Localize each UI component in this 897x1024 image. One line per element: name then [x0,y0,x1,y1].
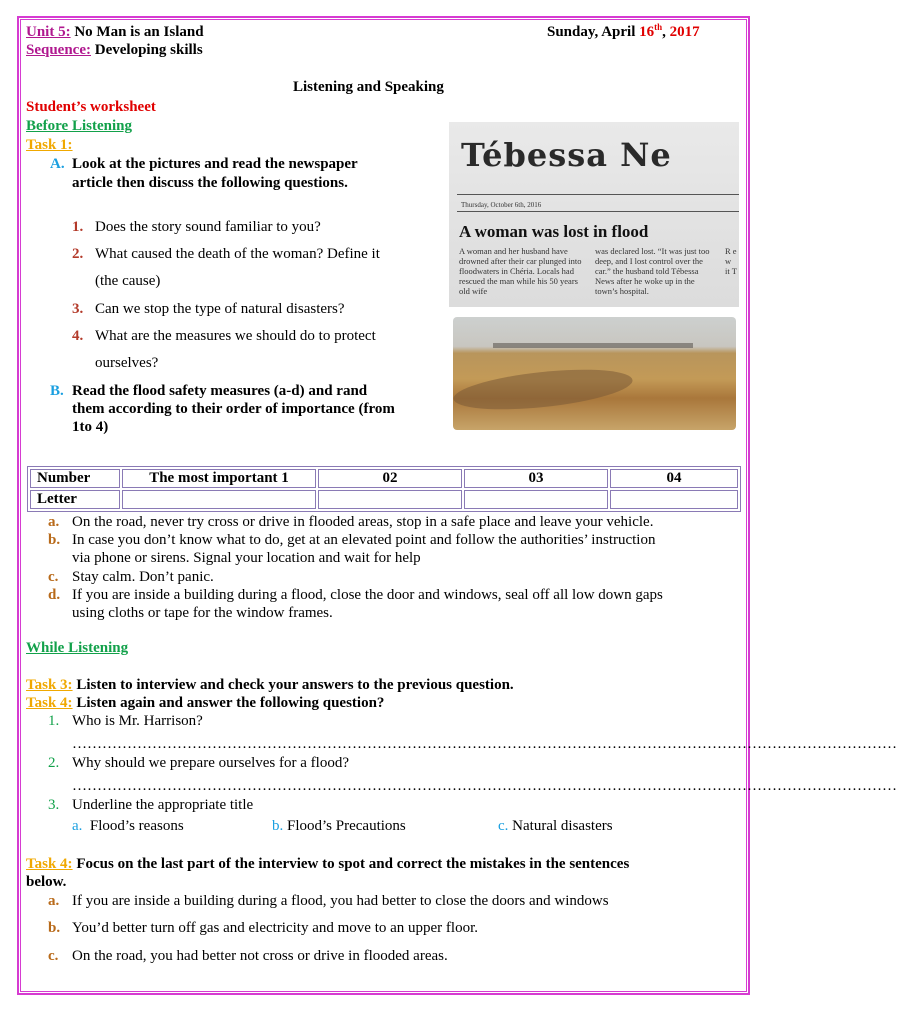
measure-text: via phone or sirens. Signal your location and wait for help [72,550,421,566]
task1-a-line1: Look at the pictures and read the newspaper [72,156,358,172]
task4a-label: Task 4: [26,695,73,711]
task3-text: Listen to interview and check your answers to the previous question. [72,677,514,693]
mistake-sentence: You’d better turn off gas and electricity and move to an upper floor. [72,920,479,936]
newspaper-masthead: Tébessa Ne [461,136,672,174]
task4b-text: Focus on the last part of the interview to spot and correct the mistakes in the sentences [72,856,630,872]
measure-text: In case you don’t know what to do, get at an elevated point and follow the authorities’ instruction [72,532,656,548]
task3-line [26,676,514,694]
measure-text: using cloths or tape for the window frames. [72,605,333,621]
table-cell: Letter [30,490,120,509]
date-separator: , [662,24,670,40]
mistake-marker: c. [48,948,59,964]
task1-a-marker: A. [50,156,65,172]
date-prefix: Sunday, April [547,24,640,40]
answer-cell[interactable] [610,490,738,509]
question-text: What are the measures we should do to protect [95,328,376,344]
title-option-text: Flood’s reasons [89,818,184,834]
newspaper-rule [457,194,739,195]
answer-cell[interactable] [318,490,462,509]
task1-a-line2: article then discuss the following questions. [72,175,348,191]
unit-title: No Man is an Island [74,24,204,40]
measure-marker: d. [48,587,61,603]
newspaper-rule [457,211,739,212]
ranking-table [27,466,741,512]
measure-marker: b. [48,532,61,548]
answer-cell[interactable] [122,490,316,509]
question-number: 2. [72,246,84,262]
date [547,23,700,41]
title-option[interactable] [272,817,406,835]
task1-b-line1: Read the flood safety measures (a-d) and rand [72,383,368,399]
task3-label: Task 3: [26,677,73,693]
photo-road [493,343,693,348]
newspaper-column: R e w it T [725,246,737,276]
mistake-sentence: On the road, you had better not cross or drive in flooded areas. [72,948,448,964]
table-cell: Number [30,469,120,488]
question-text: Can we stop the type of natural disasters? [95,301,345,317]
newspaper-image [449,122,739,307]
table-cell: 03 [464,469,608,488]
task4a-line [26,694,384,712]
measure-text: If you are inside a building during a flood, close the door and windows, seal off all low down gaps [72,587,663,603]
newspaper-column: was declared lost. “It was just too deep, and I lost control over the car.” the husband told Tébessa News after he woke up in the town’s hospital. [595,246,710,296]
title-option-marker: b. [272,818,284,834]
answer-line[interactable]: ………………………………………………………………………………………………………………………………………………… [72,778,897,794]
title-option-text: Natural disasters [512,818,613,834]
answer-line[interactable]: ………………………………………………………………………………………………………………………………………………… [72,736,897,752]
newspaper-date: Thursday, October 6th, 2016 [461,201,542,209]
sequence-line [26,41,203,59]
table-cell: The most important 1 [122,469,316,488]
title-option-marker: c. [498,818,509,834]
measure-marker: a. [48,514,60,530]
newspaper-column: A woman and her husband have drowned after their car plunged into floodwaters in Chéria. Locals had rescued the man while his 50 years old wife [459,246,582,296]
question-text: Does the story sound familiar to you? [95,219,321,235]
photo-floodwater [452,363,635,417]
mistake-marker: a. [48,893,60,909]
question-number: 1. [72,219,84,235]
before-listening-heading: Before Listening [26,118,132,134]
mistake-marker: b. [48,920,61,936]
question-number: 4. [72,328,84,344]
table-cell: 04 [610,469,738,488]
measure-marker: c. [48,569,59,585]
title-option[interactable] [498,817,613,835]
task4a-question: Why should we prepare ourselves for a flood? [72,755,349,771]
task4b-line2: below. [26,874,67,890]
newspaper-headline: A woman was lost in flood [459,222,649,241]
question-text: ourselves? [95,355,159,371]
task1-b-marker: B. [50,383,64,399]
answer-cell[interactable] [464,490,608,509]
task4a-question: Underline the appropriate title [72,797,254,813]
task4a-text: Listen again and answer the following question? [72,695,385,711]
date-year: 2017 [669,24,700,40]
question-number: 3. [72,301,84,317]
measure-text: Stay calm. Don’t panic. [72,569,214,585]
sequence-title: Developing skills [94,42,203,58]
table-row [30,490,738,509]
date-day: 16 [639,24,655,40]
title-option-marker: a. [72,818,83,834]
task4a-question: Who is Mr. Harrison? [72,713,203,729]
mistake-sentence: If you are inside a building during a flood, you had better to close the doors and windows [72,893,609,909]
unit-label: Unit 5: [26,24,71,40]
question-text: What caused the death of the woman? Define it [95,246,380,262]
task4a-number: 1. [48,713,60,729]
task4a-number: 3. [48,797,60,813]
date-suffix: th [654,22,663,32]
task4b-label: Task 4: [26,856,73,872]
task1-b-line3: 1to 4) [72,419,109,435]
title-option-text: Flood’s Precautions [287,818,406,834]
sequence-label: Sequence: [26,42,91,58]
task1-b-line2: them according to their order of importance (from [72,401,395,417]
unit-line [26,23,204,41]
section-title: Listening and Speaking [293,79,444,95]
measure-text: On the road, never try cross or drive in flooded areas, stop in a safe place and leave your vehicle. [72,514,654,530]
worksheet-title: Student’s worksheet [26,99,156,115]
while-listening-heading: While Listening [26,640,129,656]
title-option[interactable] [72,817,184,835]
task4b-line1 [26,855,629,873]
flood-photo [453,317,736,430]
table-row [30,469,738,488]
table-cell: 02 [318,469,462,488]
question-text: (the cause) [95,273,161,289]
task4a-number: 2. [48,755,60,771]
task1-label: Task 1: [26,137,73,153]
